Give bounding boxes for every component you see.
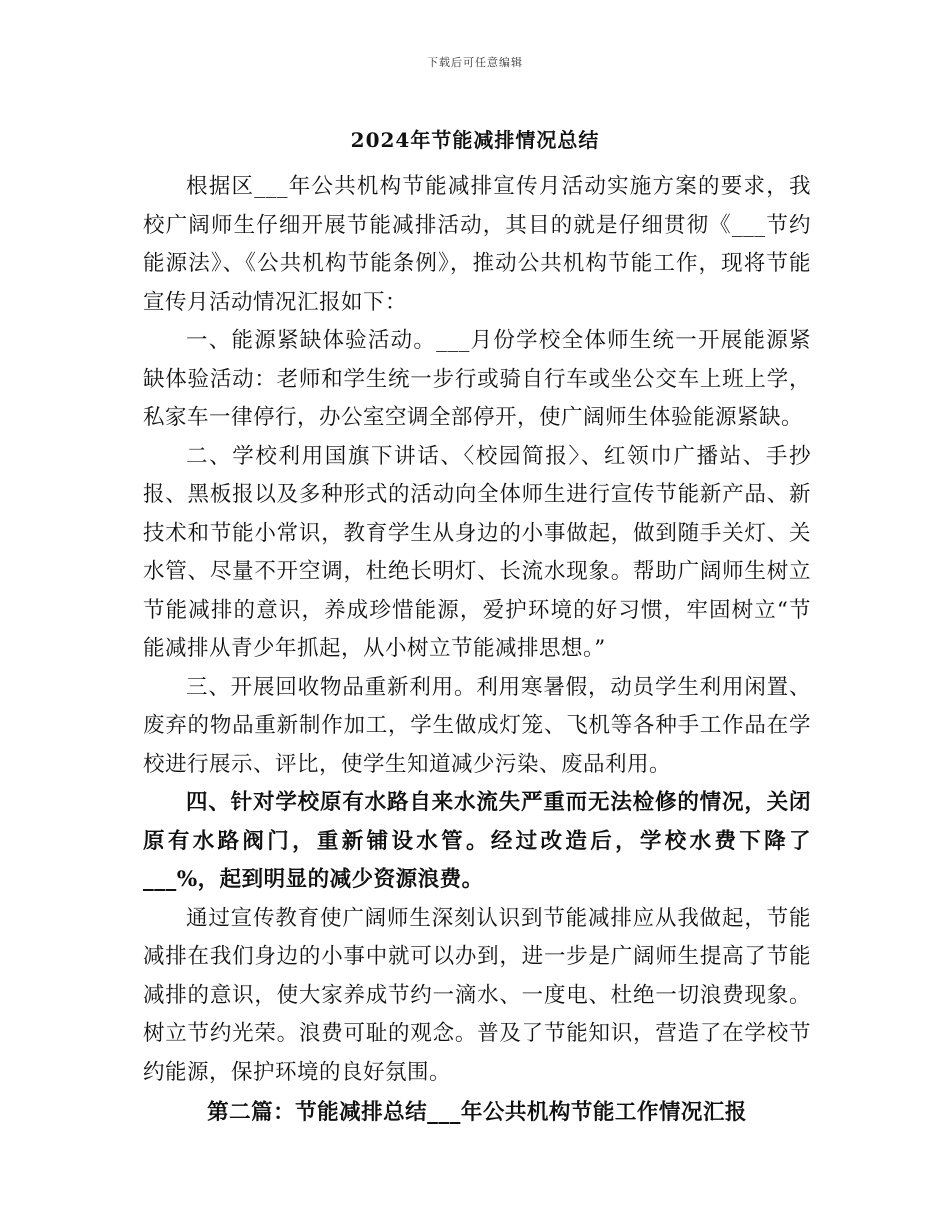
paragraph-item-4: 四、针对学校原有水路自来水流失严重而无法检修的情况，关闭原有水路阀门，重新铺设水管。经过改造后，学校水费下降了___%，起到明显的减少资源浪费。: [143, 790, 811, 892]
document-title: 2024年节能减排情况总结: [350, 128, 600, 152]
section-title: 第二篇：节能减排总结___年公共机构节能工作情况汇报: [207, 1100, 747, 1125]
paragraph-intro: 根据区___年公共机构节能减排宣传月活动实施方案的要求，我校广阔师生仔细开展节能减排活动，其目的就是仔细贯彻《___节约能源法》、《公共机构节能条例》，推动公共机构节能工作，现将节能宣传月活动情况汇报如下：: [143, 174, 811, 315]
document-body: [143, 168, 811, 1133]
paragraph-conclusion: 通过宣传教育使广阔师生深刻认识到节能减排应从我做起，节能减排在我们身边的小事中就可以办到，进一步是广阔师生提高了节能减排的意识，使大家养成节约一滴水、一度电、杜绝一切浪费现象。树立节约光荣。浪费可耻的观念。普及了节能知识，营造了在学校节约能源，保护环境的良好氛围。: [143, 905, 811, 1085]
paragraph-item-1: 一、能源紧缺体验活动。___月份学校全体师生统一开展能源紧缺体验活动：老师和学生统一步行或骑自行车或坐公交车上班上学，私家车一律停行，办公室空调全部停开，使广阔师生体验能源紧缺。: [143, 328, 811, 430]
paragraph-item-2: 二、学校利用国旗下讲话、〈校园简报〉、红领巾广播站、手抄报、黑板报以及多种形式的活动向全体师生进行宣传节能新产品、新技术和节能小常识，教育学生从身边的小事做起，做到随手关灯、关水管、尽量不开空调，杜绝长明灯、长流水现象。帮助广阔师生树立节能减排的意识，养成珍惜能源，爱护环境的好习惯，牢固树立“节能减排从青少年抓起，从小树立节能减排思想。”: [143, 443, 811, 661]
header-note: 下载后可任意编辑: [427, 56, 523, 69]
paragraph-item-3: 三、开展回收物品重新利用。利用寒暑假，动员学生利用闲置、废弃的物品重新制作加工，学生做成灯笼、飞机等各种手工作品在学校进行展示、评比，使学生知道减少污染、废品利用。: [143, 674, 811, 777]
